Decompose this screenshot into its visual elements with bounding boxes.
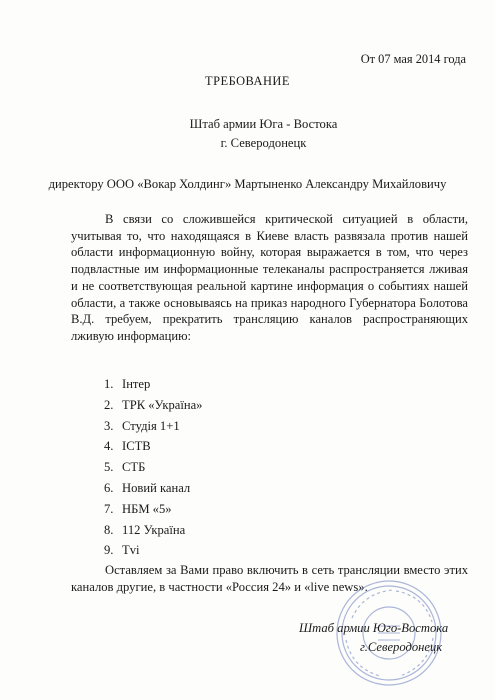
list-item bbox=[104, 416, 202, 437]
list-item-name: 112 Україна bbox=[122, 522, 186, 537]
signature-city: г.Северодонецк bbox=[360, 640, 443, 654]
body-paragraph bbox=[71, 211, 468, 345]
list-item-number: 3. bbox=[104, 418, 114, 433]
document-date: От 07 мая 2014 года bbox=[360, 52, 466, 66]
channel-list bbox=[104, 374, 202, 561]
list-item bbox=[104, 520, 202, 541]
list-item bbox=[104, 540, 202, 561]
list-item-number: 5. bbox=[104, 460, 114, 475]
list-item-name: Інтер bbox=[122, 377, 151, 391]
closing-text: Оставляем за Вами право включить в сеть трансляции вместо этих каналов другие, в частности «Россия 24» и «live news». bbox=[71, 563, 468, 594]
document-title: ТРЕБОВАНИЕ bbox=[205, 74, 290, 88]
list-item-name: ICTB bbox=[122, 439, 151, 454]
list-item-name: НБМ «5» bbox=[122, 501, 172, 516]
list-item-number: 4. bbox=[104, 439, 114, 454]
body-text: В связи со сложившейся критической ситуацией в области, учитывая то, что находящаяся в Киеве власть развязала против нашей области информационную войну, которая выражается в том, что через подвластные им информационные телеканалы распространяется лживая и не соответствующая реальной картине информация о событиях нашей области, а также основываясь на приказ народного Губернатора Болотова В.Д. требуем, прекратить трансляцию каналов распространяющих лживую информацию: bbox=[71, 212, 468, 343]
list-item-number: 7. bbox=[104, 501, 114, 516]
list-item bbox=[104, 478, 202, 499]
list-item-number: 1. bbox=[104, 377, 114, 391]
list-item bbox=[104, 457, 202, 478]
list-item bbox=[104, 395, 202, 416]
list-item-name: Tvi bbox=[122, 543, 140, 558]
list-item-number: 8. bbox=[104, 522, 114, 537]
list-item-number: 9. bbox=[104, 543, 114, 558]
list-item bbox=[104, 374, 202, 395]
issuer-city: г. Северодонецк bbox=[220, 136, 307, 150]
issuer-name: Штаб армии Юга - Востока bbox=[189, 117, 338, 131]
signature-issuer: Штаб армии Юго-Востока bbox=[299, 621, 449, 635]
list-item bbox=[104, 499, 202, 520]
list-item bbox=[104, 436, 202, 457]
list-item-name: Новий канал bbox=[122, 480, 191, 495]
list-item-number: 2. bbox=[104, 397, 114, 412]
list-item-name: СТБ bbox=[122, 460, 146, 475]
list-item-name: ТРК «Україна» bbox=[122, 397, 203, 412]
addressee: директору ООО «Вокар Холдинг» Мартыненко Александру Михайловичу bbox=[48, 177, 447, 191]
list-item-number: 6. bbox=[104, 480, 114, 495]
list-item-name: Студія 1+1 bbox=[122, 418, 180, 433]
